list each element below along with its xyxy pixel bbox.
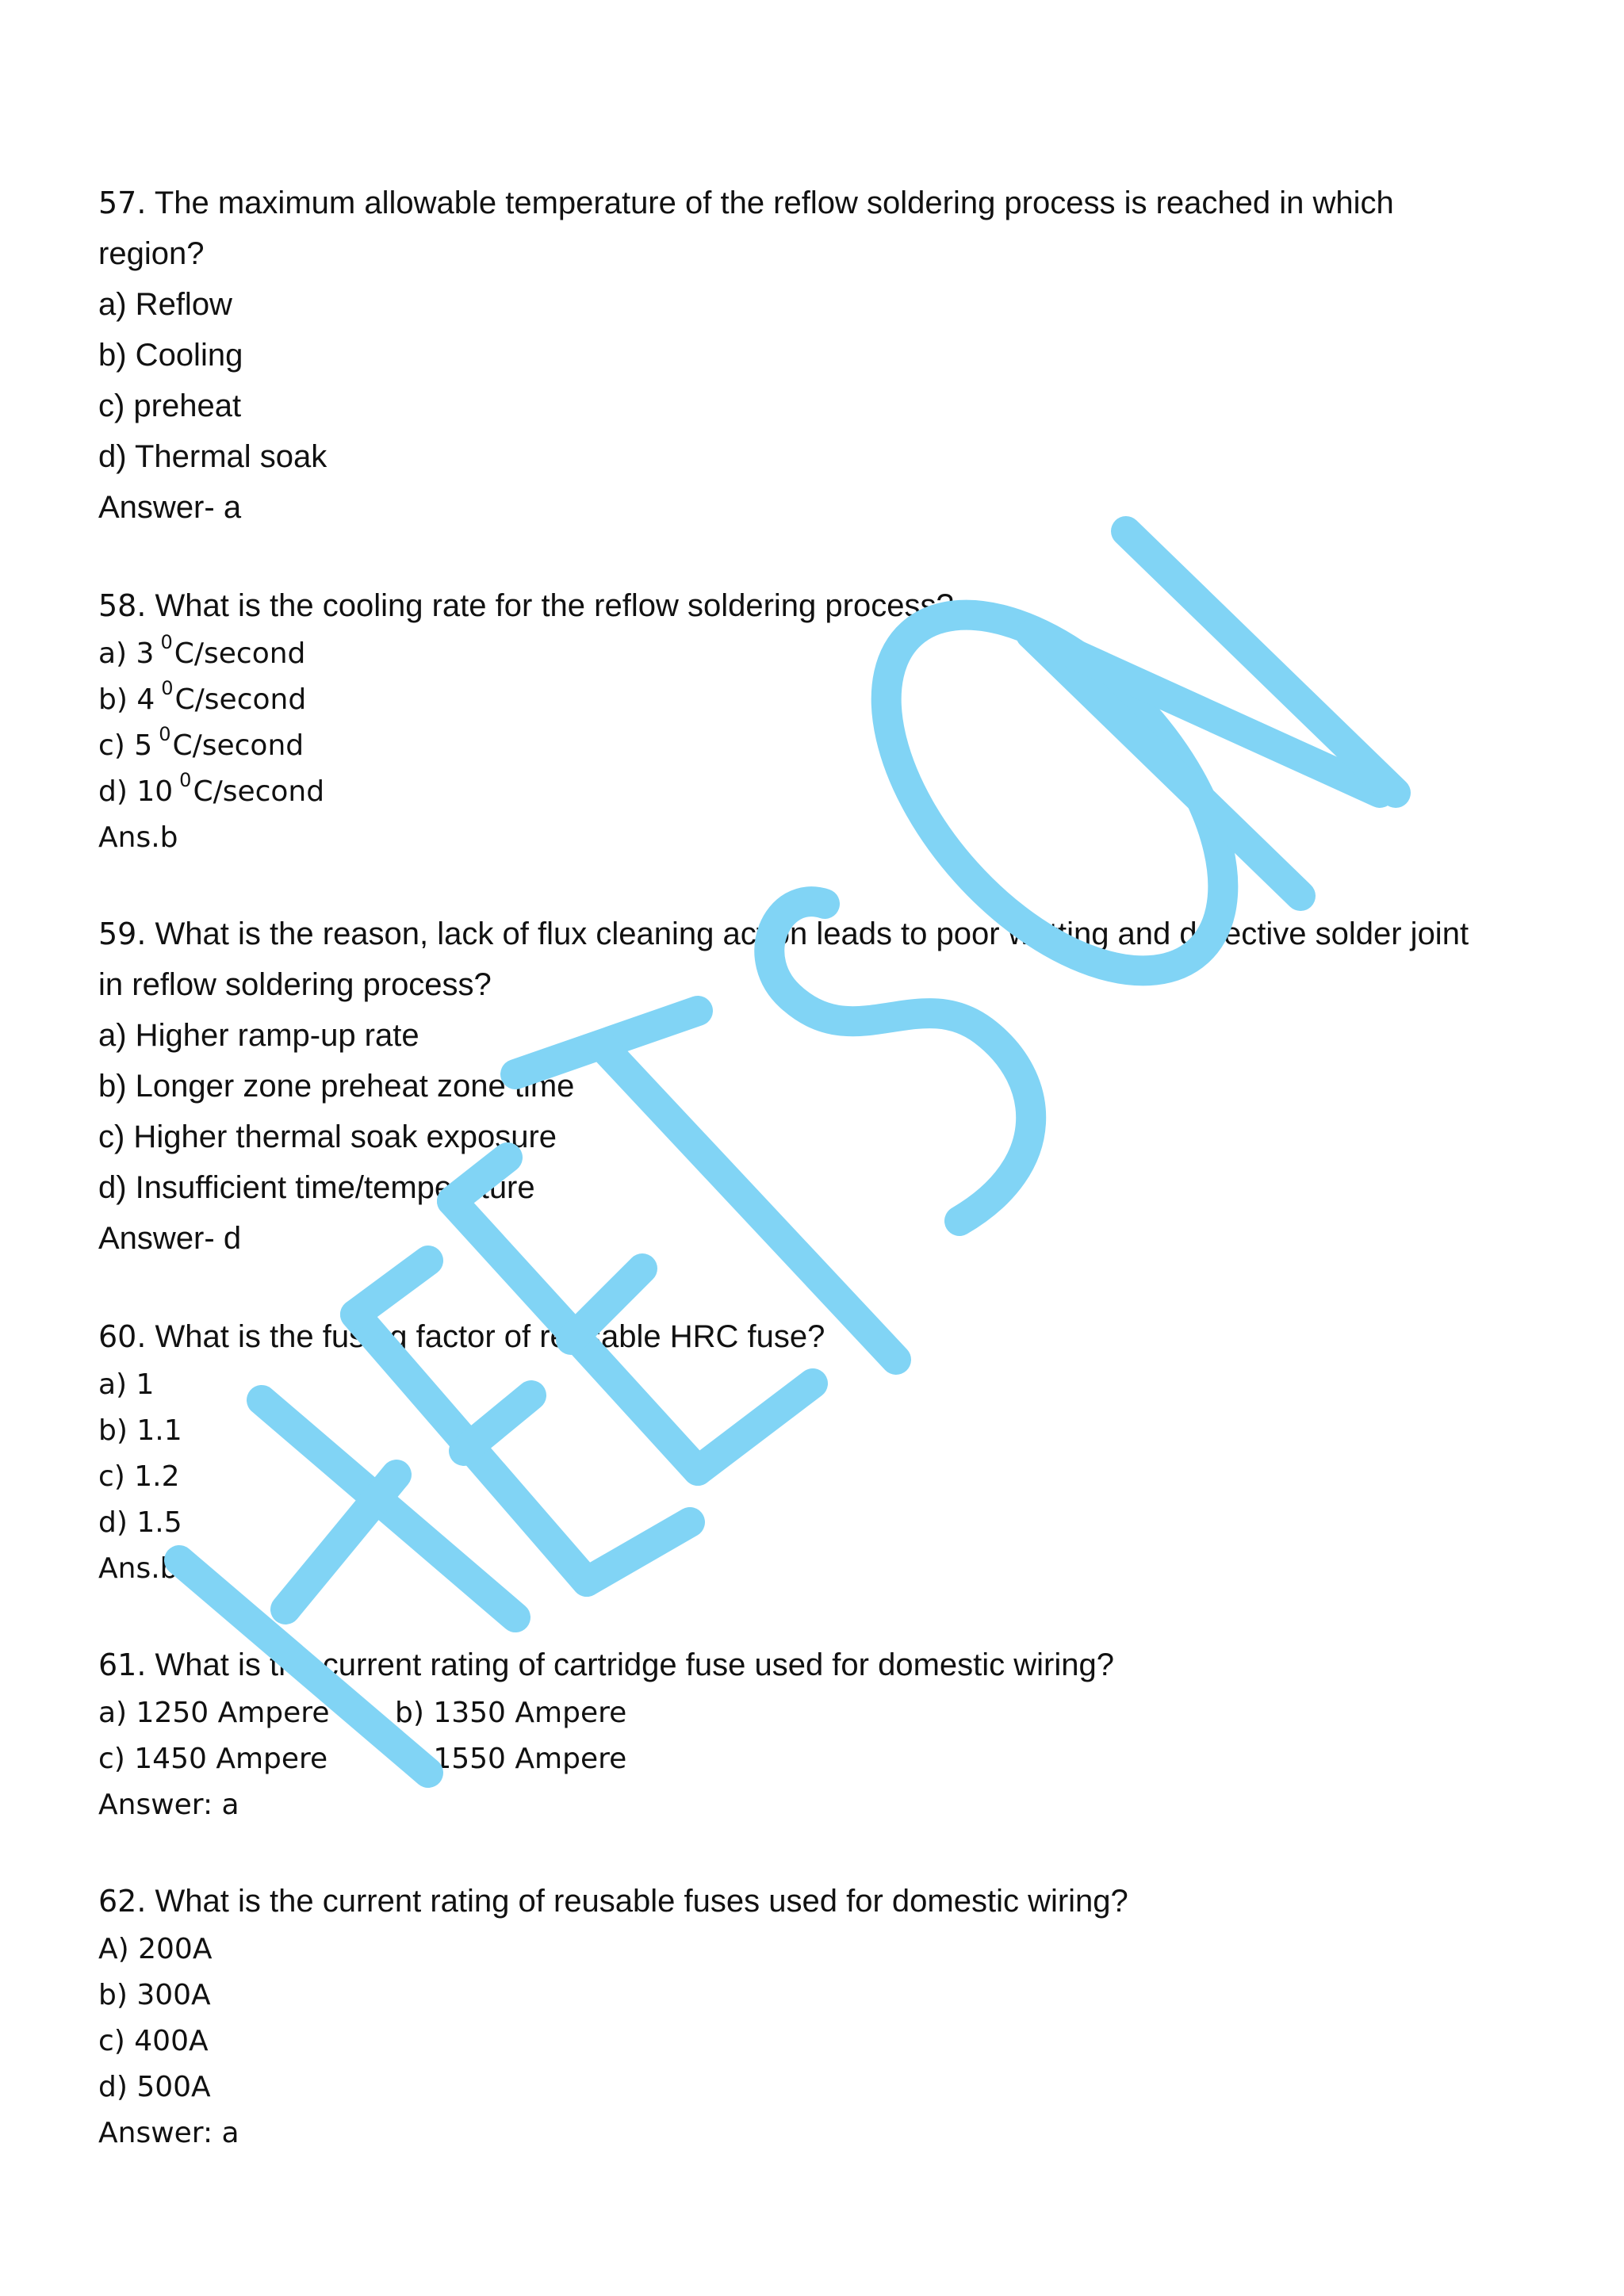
question-59-option-a: a) Higher ramp-up rate	[98, 1018, 419, 1053]
question-62-text: 62. What is the current rating of reusable fuses used for domestic wiring?	[98, 1884, 1128, 1919]
question-61-option-c: c) 1450 Ampere	[98, 1743, 328, 1775]
question-59-line1: 59. What is the reason, lack of flux cleaning action leads to poor wetting and defective solder joint	[98, 916, 1469, 951]
question-58-option-d: d) 10 $^0$C/second	[98, 769, 325, 808]
question-62-option-d: d) 500A	[98, 2071, 211, 2103]
question-60-number: 60.	[98, 1319, 147, 1354]
question-61-options-row2	[98, 1743, 627, 1775]
question-61-options-row1	[98, 1697, 627, 1729]
question-61-text: 61. What is the current rating of cartridge fuse used for domestic wiring?	[98, 1647, 1114, 1682]
watermark-letter-n	[1031, 634, 1300, 896]
question-62-option-b: b) 300A	[98, 1979, 211, 2011]
question-58-text: 58. What is the cooling rate for the reflow soldering process?	[98, 588, 954, 623]
question-59-answer: Answer- d	[98, 1221, 242, 1256]
question-62-number: 62.	[98, 1884, 147, 1919]
question-57-answer: Answer- a	[98, 490, 242, 525]
question-58-option-b: b) 4 $^0$C/second	[98, 677, 307, 716]
question-60-option-c: c) 1.2	[98, 1460, 180, 1493]
question-57-option-c: c) preheat	[98, 388, 242, 423]
question-58-number: 58.	[98, 588, 147, 623]
question-60-option-b: b) 1.1	[98, 1414, 182, 1447]
question-58-option-c: c) 5 $^0$C/second	[98, 723, 304, 762]
question-61-option-d: d) 1550 Ampere	[395, 1743, 627, 1775]
question-61-number: 61.	[98, 1647, 147, 1682]
question-59-line2: in reflow soldering process?	[98, 967, 492, 1002]
question-61-answer: Answer: a	[98, 1789, 239, 1821]
question-58-option-a: a) 3 $^0$C/second	[98, 631, 306, 670]
question-59-number: 59.	[98, 916, 147, 951]
question-57-line2: region?	[98, 236, 205, 271]
question-60-answer: Ans.b	[98, 1552, 178, 1585]
question-60-option-d: d) 1.5	[98, 1506, 182, 1539]
question-59-option-b: b) Longer zone preheat zone time	[98, 1069, 575, 1104]
watermark-letter-t	[515, 1011, 698, 1074]
question-59-option-d: d) Insufficient time/temperature	[98, 1170, 535, 1205]
question-58-answer: Ans.b	[98, 821, 178, 854]
question-61-option-a: a) 1250 Ampere	[98, 1697, 330, 1729]
question-60-text: 60. What is the fusing factor of reusable HRC fuse?	[98, 1319, 825, 1354]
question-57-option-d: d) Thermal soak	[98, 439, 327, 474]
question-57-number: 57.	[98, 186, 147, 220]
question-62-answer: Answer: a	[98, 2117, 239, 2149]
watermark-letter-o	[823, 554, 1286, 1031]
question-57-option-a: a) Reflow	[98, 287, 232, 322]
question-57-option-b: b) Cooling	[98, 338, 243, 373]
question-61-option-b: b) 1350 Ampere	[395, 1697, 627, 1729]
question-62-option-c: c) 400A	[98, 2025, 209, 2057]
question-59-option-c: c) Higher thermal soak exposure	[98, 1119, 557, 1154]
question-57-line1: 57. The maximum allowable temperature of the reflow soldering process is reached in which	[98, 186, 1394, 220]
question-62-option-a: A) 200A	[98, 1933, 213, 1965]
question-60-option-a: a) 1	[98, 1368, 155, 1401]
